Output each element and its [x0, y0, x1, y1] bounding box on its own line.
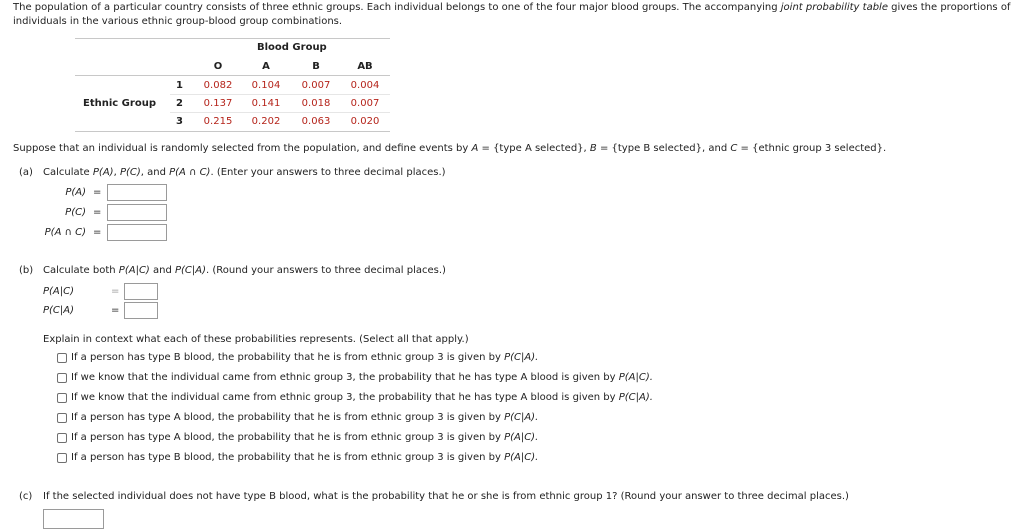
option-label-5[interactable] [71, 432, 538, 443]
row-label-3: 3 [176, 116, 183, 127]
table-top-rule [75, 38, 390, 39]
blood-group-header: Blood Group [257, 42, 327, 53]
row-separator [170, 112, 390, 113]
equals-sign: = [111, 286, 120, 297]
answer-input-pc-given-a[interactable] [124, 302, 158, 319]
option-text: If a person has type A blood, the probability that he is from ethnic group 3 is given by [71, 432, 505, 443]
part-a-text: . (Enter your answers to three decimal places.) [210, 167, 446, 178]
suppose-text: = {type B selected}, and [596, 143, 731, 154]
cell-2-b: 0.018 [301, 98, 331, 109]
option-prob: P(A|C). [504, 452, 539, 463]
part-b-expr-pac: P(A|C) [118, 265, 150, 276]
suppose-text: Suppose that an individual is randomly selected from the population, and define events by [13, 143, 472, 154]
option-label-6[interactable] [71, 452, 538, 463]
intro-paragraph [13, 1, 1018, 29]
option-label-1[interactable] [71, 352, 538, 363]
equals-sign: = [111, 305, 120, 316]
label-pc-given-a: P(C|A) [43, 305, 75, 316]
option-checkbox-3[interactable] [57, 393, 67, 403]
option-checkbox-6[interactable] [57, 453, 67, 463]
option-prob: P(C|A). [504, 412, 539, 423]
part-a-text: , [113, 167, 120, 178]
cell-3-ab: 0.020 [350, 116, 380, 127]
option-label-2[interactable] [71, 372, 653, 383]
part-a-expr-pa: P(A) [92, 167, 114, 178]
table-bottom-rule [75, 131, 390, 132]
col-header-ab: AB [357, 61, 373, 72]
part-a-expr-pc: P(C) [119, 167, 141, 178]
intro-text-1: The population of a particular country consists of three ethnic groups. Each individual belongs to one of the four major blood groups. The accompanying [13, 2, 781, 13]
cell-3-a: 0.202 [251, 116, 281, 127]
option-prob: P(C|A). [618, 392, 653, 403]
answer-input-pac[interactable] [107, 224, 167, 241]
event-a: A [471, 143, 479, 154]
part-b-expr-pca: P(C|A) [175, 265, 207, 276]
label-pc: P(C) [65, 207, 86, 218]
option-prob: P(C|A). [504, 352, 539, 363]
answer-input-pa[interactable] [107, 184, 167, 201]
part-b-text: Calculate both [43, 265, 119, 276]
row-separator [170, 94, 390, 95]
intro-emphasis: joint probability table [780, 2, 888, 13]
option-text: If a person has type A blood, the probability that he is from ethnic group 3 is given by [71, 412, 505, 423]
intro-text-2: gives the proportions of individuals in the various ethnic group-blood group combinations. [13, 2, 1011, 27]
cell-2-a: 0.141 [251, 98, 281, 109]
answer-input-part-c[interactable] [43, 509, 104, 529]
suppose-text: = {type A selected}, [478, 143, 590, 154]
label-pac: P(A ∩ C) [44, 227, 86, 238]
part-b-letter: (b) [19, 265, 34, 276]
cell-2-o: 0.137 [203, 98, 233, 109]
part-a-letter: (a) [19, 167, 33, 178]
option-text: If a person has type B blood, the probability that he is from ethnic group 3 is given by [71, 452, 505, 463]
option-prob: P(A|C). [618, 372, 653, 383]
table-header-rule [75, 75, 390, 76]
suppose-text: = {ethnic group 3 selected}. [737, 143, 887, 154]
event-c: C [730, 143, 738, 154]
option-label-3[interactable] [71, 392, 653, 403]
option-text: If a person has type B blood, the probability that he is from ethnic group 3 is given by [71, 352, 505, 363]
cell-1-ab: 0.004 [350, 80, 380, 91]
equals-sign: = [93, 227, 102, 238]
cell-1-o: 0.082 [203, 80, 233, 91]
part-b-text: and [149, 265, 175, 276]
equals-sign: = [93, 207, 102, 218]
part-b-question [43, 265, 446, 276]
ethnic-group-header: Ethnic Group [83, 98, 156, 109]
cell-3-b: 0.063 [301, 116, 331, 127]
part-a-expr-pac: P(A ∩ C) [169, 167, 211, 178]
cell-2-ab: 0.007 [350, 98, 380, 109]
cell-1-b: 0.007 [301, 80, 331, 91]
option-checkbox-1[interactable] [57, 353, 67, 363]
option-checkbox-2[interactable] [57, 373, 67, 383]
option-prob: P(A|C). [504, 432, 539, 443]
part-a-text: Calculate [43, 167, 93, 178]
answer-input-pa-given-c[interactable] [124, 283, 158, 300]
part-b-text: . (Round your answers to three decimal places.) [206, 265, 446, 276]
answer-input-pc[interactable] [107, 204, 167, 221]
explain-instruction: Explain in context what each of these probabilities represents. (Select all that apply.) [43, 334, 469, 345]
part-c-letter: (c) [19, 491, 33, 502]
event-b: B [589, 143, 597, 154]
part-a-text: , and [140, 167, 170, 178]
row-label-1: 1 [176, 80, 183, 91]
row-label-2: 2 [176, 98, 183, 109]
label-pa: P(A) [65, 187, 86, 198]
option-text: If we know that the individual came from ethnic group 3, the probability that he has type A blood is given by [71, 372, 619, 383]
option-checkbox-4[interactable] [57, 413, 67, 423]
option-checkbox-5[interactable] [57, 433, 67, 443]
cell-3-o: 0.215 [203, 116, 233, 127]
label-pa-given-c: P(A|C) [43, 286, 75, 297]
part-a-question [43, 167, 446, 178]
col-header-a: A [262, 61, 270, 72]
option-label-4[interactable] [71, 412, 538, 423]
equals-sign: = [93, 187, 102, 198]
col-header-b: B [312, 61, 320, 72]
part-c-question: If the selected individual does not have type B blood, what is the probability that he or she is from ethnic group 1? (Round your answer to three decimal places.) [43, 491, 849, 502]
option-text: If we know that the individual came from ethnic group 3, the probability that he has type A blood is given by [71, 392, 619, 403]
col-header-o: O [213, 61, 223, 72]
suppose-statement [13, 143, 886, 154]
cell-1-a: 0.104 [251, 80, 281, 91]
